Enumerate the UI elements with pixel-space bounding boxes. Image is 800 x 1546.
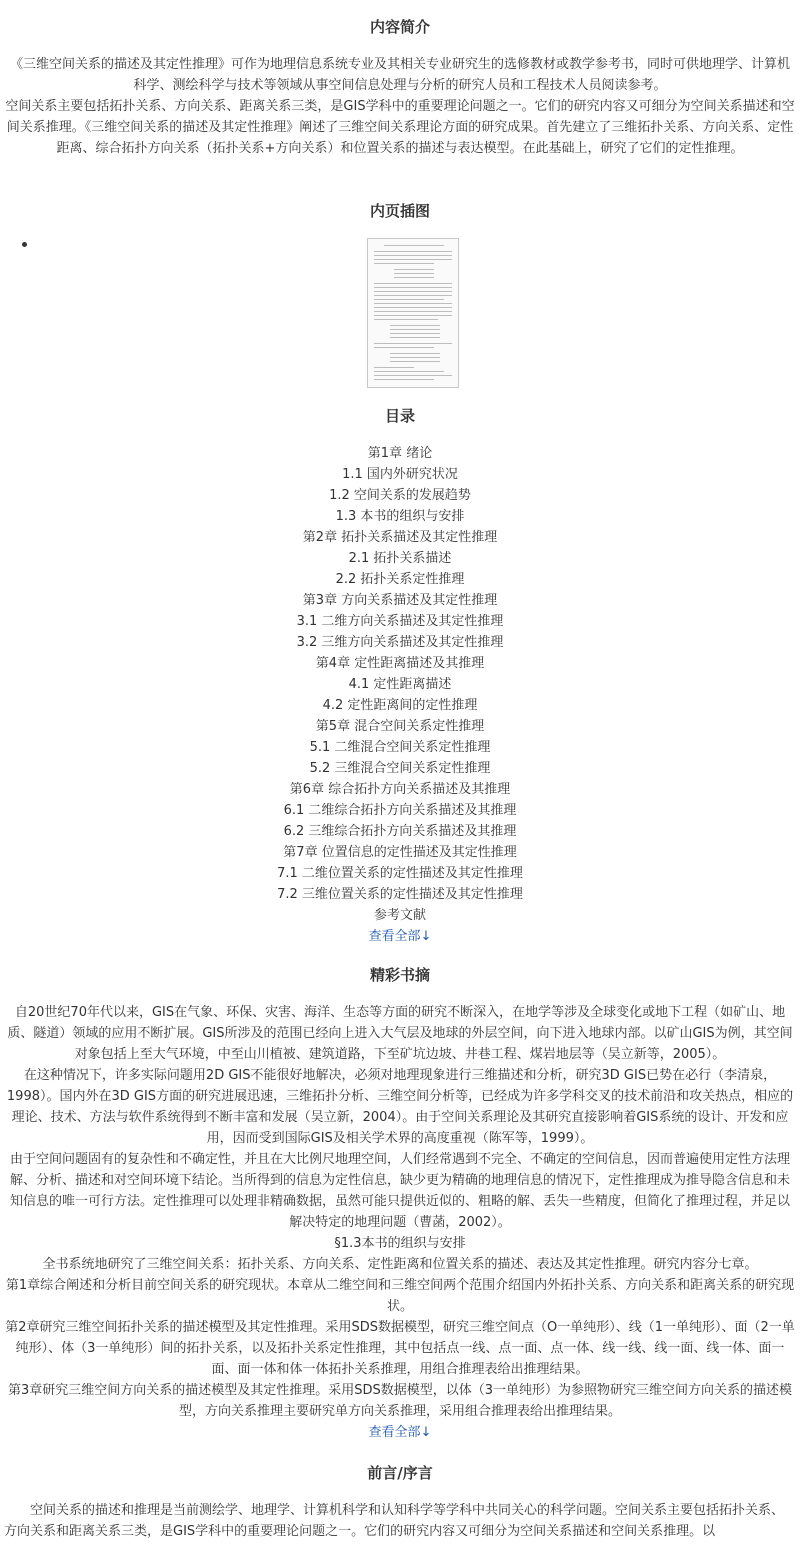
- toc-item: 6.1 二维综合拓扑方向关系描述及其推理: [283, 803, 517, 818]
- toc-item: 1.2 空间关系的发展趋势: [329, 488, 471, 503]
- toc-view-all-link[interactable]: 查看全部↓: [368, 929, 432, 944]
- excerpt-paragraph: 在这种情况下，许多实际问题用2D GIS不能很好地解决，必须对地理现象进行三维描述和分析，研究3D GIS已势在必行（李清泉，1998）。国内外在3D GIS方面的研究进展迅速，三维拓扑分析、三维空间分析等，已经成为许多学科交叉的技术前沿和攻关热点，相应的理论、技术、方法与软件系统得到不断丰富和发展（吴立新，2004）。由于空间关系理论及其研究直接影响着GIS系统的设计、开发和应用，因而受到国际GIS及相关学术界的高度重视（陈军等，1999）。: [6, 1068, 794, 1146]
- illustrations-title: 内页插图: [369, 202, 430, 220]
- toc-title: 目录: [384, 407, 415, 425]
- preface-paragraph: 空间关系的描述和推理是当前测绘学、地理学、计算机科学和认知科学等学科中共同关心的科学问题。空间关系主要包括拓扑关系、方向关系和距离关系三类，是GIS学科中的重要理论问题之一。它们的研究内容又可细分为空间关系描述和空间关系推理。以: [4, 1503, 785, 1539]
- illustrations-section: [0, 196, 800, 398]
- bullet-icon: [22, 242, 27, 247]
- toc-item: 1.1 国内外研究状况: [342, 467, 458, 482]
- intro-title: 内容简介: [369, 18, 430, 36]
- intro-paragraph: 《三维空间关系的描述及其定性推理》可作为地理信息系统专业及其相关专业研究生的选修教材或教学参考书，同时可供地理学、计算机科学、测绘科学与技术等领域从事空间信息处理与分析的研究人员和工程技术人员阅读参考。: [9, 57, 790, 93]
- toc-item: 5.2 三维混合空间关系定性推理: [309, 761, 491, 776]
- toc-list: [0, 443, 800, 926]
- toc-item: 第3章 方向关系描述及其定性推理: [302, 593, 498, 608]
- toc-item: 6.2 三维综合拓扑方向关系描述及其推理: [283, 824, 517, 839]
- toc-item: 3.2 三维方向关系描述及其定性推理: [296, 635, 504, 650]
- toc-item: 4.2 定性距离间的定性推理: [322, 698, 478, 713]
- toc-item: 第4章 定性距离描述及其推理: [315, 656, 485, 671]
- toc-item: 参考文献: [373, 908, 426, 923]
- preface-section: [0, 1458, 800, 1542]
- preface-title: 前言/序言: [367, 1464, 433, 1482]
- excerpt-title: 精彩书摘: [369, 966, 430, 984]
- toc-item: 第5章 混合空间关系定性推理: [315, 719, 485, 734]
- page-thumbnail-image[interactable]: [367, 238, 459, 388]
- toc-item: 5.1 二维混合空间关系定性推理: [309, 740, 491, 755]
- toc-item: 7.1 二维位置关系的定性描述及其定性推理: [277, 866, 523, 881]
- excerpt-paragraph: 第2章研究三维空间拓扑关系的描述模型及其定性推理。采用SDS数据模型，研究三维空间点（O一单纯形）、线（1一单纯形）、面（2一单纯形）、体（3一单纯形）间的拓扑关系，以及拓扑关系定性推理，其中包括点一线、点一面、点一体、线一线、线一面、线一体、面一面、面一体和体一体拓扑关系推理，用组合推理表给出推理结果。: [5, 1320, 795, 1377]
- toc-item: 3.1 二维方向关系描述及其定性推理: [296, 614, 504, 629]
- excerpt-paragraph: 自20世纪70年代以来，GIS在气象、环保、灾害、海洋、生态等方面的研究不断深入，在地学等涉及全球变化或地下工程（如矿山、地质、隧道）领域的应用不断扩展。GIS所涉及的范围已经向上进入大气层及地球的外层空间，向下进入地球内部。以矿山GIS为例，其空间对象包括上至大气环境，中至山川植被、建筑道路，下至矿坑边坡、井巷工程、煤岩地层等（吴立新等，2005）。: [7, 1005, 793, 1062]
- toc-section: [0, 401, 800, 947]
- intro-paragraph: 空间关系主要包括拓扑关系、方向关系、距离关系三类，是GIS学科中的重要理论问题之一。它们的研究内容又可细分为空间关系描述和空间关系推理。《三维空间关系的描述及其定性推理》阐述了三维空间关系理论方面的研究成果。首先建立了三维拓扑关系、方向关系、定性距离、综合拓扑方向关系（拓扑关系+方向关系）和位置关系的描述与表达模型。在此基础上，研究了它们的定性推理。: [5, 99, 795, 156]
- excerpt-paragraph: 由于空间问题固有的复杂性和不确定性，并且在大比例尺地理空间，人们经常遇到不完全、不确定的空间信息，因而普遍使用定性方法理解、分析、描述和对空间环境下结论。当所得到的信息为定性信息，缺少更为精确的地理信息的情况下，定性推理成为推导隐含信息和未知信息的唯一可行方法。定性推理可以处理非精确数据，虽然可能只提供近似的、粗略的解、丢失一些精度，但简化了推理过程，并足以解决特定的地理问题（曹菡，2002）。: [9, 1152, 790, 1230]
- toc-item: 第1章 绪论: [367, 446, 433, 461]
- toc-item: 2.1 拓扑关系描述: [348, 551, 452, 566]
- toc-item: 第7章 位置信息的定性描述及其定性推理: [283, 845, 517, 860]
- toc-item: 7.2 三维位置关系的定性描述及其定性推理: [277, 887, 523, 902]
- excerpt-view-all-link[interactable]: 查看全部↓: [368, 1425, 432, 1440]
- illustration-list-item: [0, 238, 800, 398]
- excerpt-paragraph: 全书系统地研究了三维空间关系：拓扑关系、方向关系、定性距离和位置关系的描述、表达及其定性推理。研究内容分七章。: [42, 1257, 758, 1272]
- excerpt-paragraph: 第3章研究三维空间方向关系的描述模型及其定性推理。采用SDS数据模型，以体（3一单纯形）为参照物研究三维空间方向关系的描述模型，方向关系推理主要研究单方向关系推理，采用组合推理表给出推理结果。: [7, 1383, 793, 1419]
- toc-item: 4.1 定性距离描述: [348, 677, 452, 692]
- excerpt-heading: §1.3本书的组织与安排: [334, 1236, 466, 1251]
- toc-item: 第2章 拓扑关系描述及其定性推理: [302, 530, 498, 545]
- toc-item: 2.2 拓扑关系定性推理: [335, 572, 465, 587]
- excerpt-section: [0, 960, 800, 1443]
- intro-section: [0, 12, 800, 159]
- excerpt-paragraph: 第1章综合阐述和分析目前空间关系的研究现状。本章从二维空间和三维空间两个范围介绍国内外拓扑关系、方向关系和距离关系的研究现状。: [5, 1278, 795, 1314]
- toc-item: 1.3 本书的组织与安排: [335, 509, 465, 524]
- toc-item: 第6章 综合拓扑方向关系描述及其推理: [289, 782, 511, 797]
